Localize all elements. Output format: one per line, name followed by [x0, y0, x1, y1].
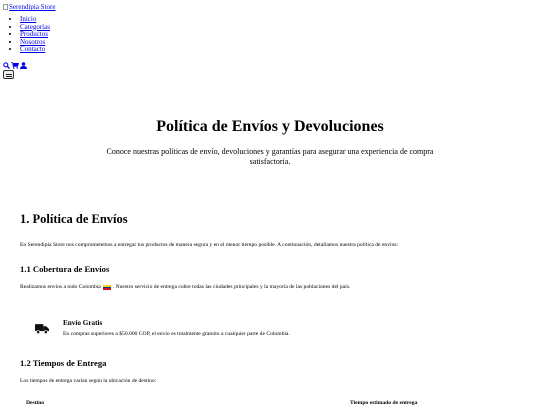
section-intro: En Serendipia Store nos comprometemos a entregar tus productos de manera segura y en el menor tiempo posible. A continuación, detallamos nuestra política de envíos: — [20, 242, 399, 248]
hamburger-icon — [6, 66, 12, 84]
user-icon[interactable] — [20, 62, 27, 69]
menu-toggle-button[interactable] — [3, 70, 14, 79]
logo[interactable] — [3, 3, 55, 11]
main-nav — [12, 16, 50, 54]
broken-image-icon — [3, 4, 8, 10]
nav-link-contacto[interactable]: Contacto — [20, 45, 46, 53]
coverage-text-start: Realizamos envíos a todo Colombia — [20, 284, 101, 290]
page-title: Política de Envíos y Devoluciones — [156, 118, 384, 135]
nav-link-inicio[interactable]: Inicio — [20, 15, 37, 23]
table-header-tiempo: Tiempo estimado de entrega — [350, 400, 418, 406]
delivery-times-heading: 1.2 Tiempos de Entrega — [20, 358, 107, 368]
nav-item-contacto — [20, 46, 50, 54]
section-title-envios: 1. Política de Envíos — [20, 212, 128, 226]
coverage-text-end: . Nuestro servicio de entrega cubre todas las ciudades principales y la mayoría de las poblaciones del país. — [112, 284, 351, 290]
free-shipping-text: En compras superiores a $50.000 COP, el envío es totalmente gratuito a cualquier parte de Colombia. — [63, 331, 290, 337]
free-shipping-feature — [35, 319, 290, 339]
coverage-heading: 1.1 Cobertura de Envíos — [20, 264, 110, 274]
table-header-destino: Destino — [26, 400, 45, 406]
nav-link-productos[interactable]: Productos — [20, 30, 48, 38]
logo-link[interactable]: Serendipia Store — [9, 3, 56, 11]
free-shipping-content — [63, 319, 290, 339]
page-subtitle: Conoce nuestras políticas de envío, devoluciones y garantías para asegurar una experiencia de compra satisfactoria. — [106, 147, 434, 166]
delivery-times-text: Los tiempos de entrega varían según la ubicación de destino: — [20, 378, 157, 384]
nav-link-categorias[interactable]: Categorías — [20, 22, 50, 31]
cart-icon[interactable] — [11, 62, 19, 69]
free-shipping-title: Envío Gratis — [63, 319, 103, 327]
colombia-flag-icon — [103, 285, 111, 290]
truck-icon — [35, 319, 51, 339]
coverage-text — [20, 284, 350, 290]
nav-link-nosotros[interactable]: Nosotros — [20, 37, 46, 46]
